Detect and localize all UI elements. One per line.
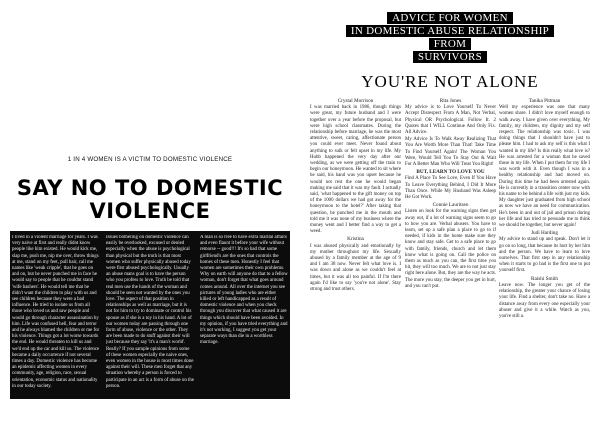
- testimonial-text: My Advice Is To Walk Away Realizing That You Are Worth More Than That! Take Time To Find Yourself Again! The Woman You Were, Would Tell You To Stay Out & Wait For A Better Man Who Will Treat You Right!: [405, 137, 496, 168]
- article-column-3: A man is so free to have extra marital affairs and even flaunt it before your wife without remorse -- good!!! It's so bad that some girlfriend's are the ones that controls the homes of these men. Honestly I feel that women are sometimes their own problems. Why on earth will anyone do that to a fellow woman, don't forget that what goes around comes around. All over the internet you see pictures of young ladies who are either killed or left handicapped as a result of domestic violence and when you check through you discover that what caused it are things which should have been avoided. In my opinion, if you have tried everything and it's not working, I suggest you get your separate ways than die in a worthless marriage.: [200, 235, 288, 346]
- banner-line-1: ADVICE FOR WOMEN: [387, 12, 513, 24]
- testimonial-text: Well my experience was one that many women share. I didn't love myself enough to walk away. I have given over everything. My family, my children, my dignity and my self respect. The relationship was toxic. I was doing things that I shouldn't have just to please him. I had to ask my self is this what I wanted in my life? Is this really what love is? He was arrested for a woman that he saved those in my life. When I put them for my life I was worth with it. Even though I was in a healthy relationship and had moved on. During this time he had been arrested again. He is currently in a transition center now with his name to be behind a life with just my kids. My daughter just graduated from high school as now we have an need for communication. He's been in and out of jail and prison during her life and has tried to persuade me to think we should be together, but never again!: [499, 105, 590, 229]
- article-column-2: Issues bothering on domestic violence can easily be overlooked, excused or denied especially when the abuse is psychological than physical but the truth is that most women who suffer physically abused today were first abused psychologically. Usually an abuse mans goal is to have the person who you profess to love. Truth be told that real men use the hands of the woman and should be seen not wanted by the ones you love. The aspect of that position in relationships as well as marriage, but it is not for him to try to dominate or control his spouse as if she is a toy in his hand. A lot of our women today are passing through one form of abuse, violence or the other. They are been made to do stuff against their will just because they say 'it's a man's world'. Really? If you sample opinions from some of these women especially the naive ones, even women in the house is most times done against their will. These men forget that any situation whereby a person is forced to participate in an act is a form of abuse on the person.: [106, 235, 194, 389]
- page-title: YOU'RE NOT ALONE: [361, 72, 539, 91]
- section-subheading: BUT, LEARN TO LOVE YOU: [416, 169, 485, 176]
- article-columns-block: [10, 231, 290, 399]
- author-name: Judi Harding: [531, 230, 558, 237]
- testimonial-column-2: [405, 98, 496, 414]
- headline: [10, 177, 290, 223]
- testimonial-text: I was married back in 1986, though things were great, my future husband and I were together over a year before the proposal, but were high school classmates. During the relationship before marriage, he was the most attentive, sweet, caring, affectionate person you could ever meet. Never found about anything to sulk or felt upset in my life. My Hubb happened the very day after our wedding, as we were getting off the train to begin our honeymoon. He wanted to sit where he said, his hand was you upset because he would not rest the one he would began making me said that it was my fault. I actually said, 'what happened to the gift money on top of the 1000 dollars we had got away for the honeymoon to the hotel?' After taking that question, he punched me in the mouth and told me it was none of my business where the money went and I better find a way to get a weed.: [310, 105, 401, 235]
- testimonial-text: Find A Place To See Love, Even If You Have To Leave Everything Behind, I Did It More Than Once. While My Husband Was Asleep He Got Work.: [405, 176, 496, 201]
- advice-banner: [300, 8, 600, 63]
- article-column-1: I lived in a violent marriage for years. I was very naive at first and really didnt know people like him existed. He would kick me, slap me, push me, nip me over, throw things at me, stand on my feet, pull hair, call me names like 'weak cripple', that he goes on and on, but he never punched me in face he would say to people that he couldnt stand 'wife bashers'. He would tell me that he didn't want the children to play with us and see children because they were a bad influence. He tried to isolate us from all those who loved us and saw people and would go through character assassination by him. Life was confused hell, fear and terror and he always blamed the children or me for his violence. Things got a lot worse towards the end. He would threaten to kill us and we'd end up the car and kill us. The violence became a daily occurrence if not several times a day. Domestic violence has become an epidemic affecting women in every community, age, religion, race, sexual orientation, economic status and nationality in our today society.: [12, 235, 100, 389]
- testimonial-text: Listen on look for the warning signs then get away out, if a lot of warning signs seem to go to how you are. Verbal abusers. You have to learn, set up a safe plan a place to go to if needed, if kids in the home make sure they know and stay safe. Get to a safe place to go with family, friends, church and let them know what is going on. Call the police on them as much as you can, the first time you hit, they will too much. We are to not just stay right here alone. But, they are the way he acts. The more you stay, the deeper you get in hurt, and you can't put.: [405, 209, 496, 289]
- testimonial-text: I was abused physically and emotionally by my mother throughout my life. Sexually abused by a family member at the age of 9 and I am 38 now. Never felt what love is. I was down and alone as we couldn't feel at times, but it was all too painful. If I'm there again I'd like to say 'you're not alone'. Stay strong and trust others.: [310, 243, 401, 293]
- banner-line-4: SURVIVORS: [413, 51, 487, 63]
- testimonial-column-3: [499, 98, 590, 414]
- author-name: Kristina: [347, 236, 364, 243]
- headline-line-2: VIOLENCE: [89, 199, 211, 223]
- author-name: Connie Lauritsen: [432, 202, 469, 209]
- testimonial-column-1: [310, 98, 401, 414]
- author-name: Raishi Smith: [531, 275, 558, 282]
- testimonial-text: Leave now. The longer you get of the relationship, the greater your chance of losing your life. Find a shelter, don't take no. Have a distance away from every one especially your abuser and give it a while. Watch as you, you're still a.: [499, 282, 590, 319]
- testimonial-text: My advice to stand up and speak. Don't let it go on so long, that because its hurt by her him and the person. We have to learn to love ourselves. That first step in any relationship when it starts to go bad is the first one to put yourself first.: [499, 237, 590, 274]
- right-page: [300, 0, 600, 424]
- author-name: Crystal Morrison: [337, 98, 374, 104]
- banner-line-2: IN DOMESTIC ABUSE RELATIONSHIP: [346, 25, 554, 37]
- author-name: Rita Jones: [439, 98, 462, 104]
- kicker-text: 1 IN 4 WOMEN IS A VICTIM TO DOMESTIC VIOLENCE: [67, 156, 233, 163]
- headline-line-1: SAY NO TO DOMESTIC: [16, 176, 284, 200]
- testimonial-text: My advice is to Love Yourself To Never Accept Disrespect From A Man, Not Verbal, Physical OR Psychological. Follow It. 2 Quotes that I WILL Continue And Only Fix. All Advice.: [405, 105, 496, 136]
- banner-line-3: FROM: [429, 38, 471, 50]
- author-name: Tanika Pittman: [528, 98, 561, 104]
